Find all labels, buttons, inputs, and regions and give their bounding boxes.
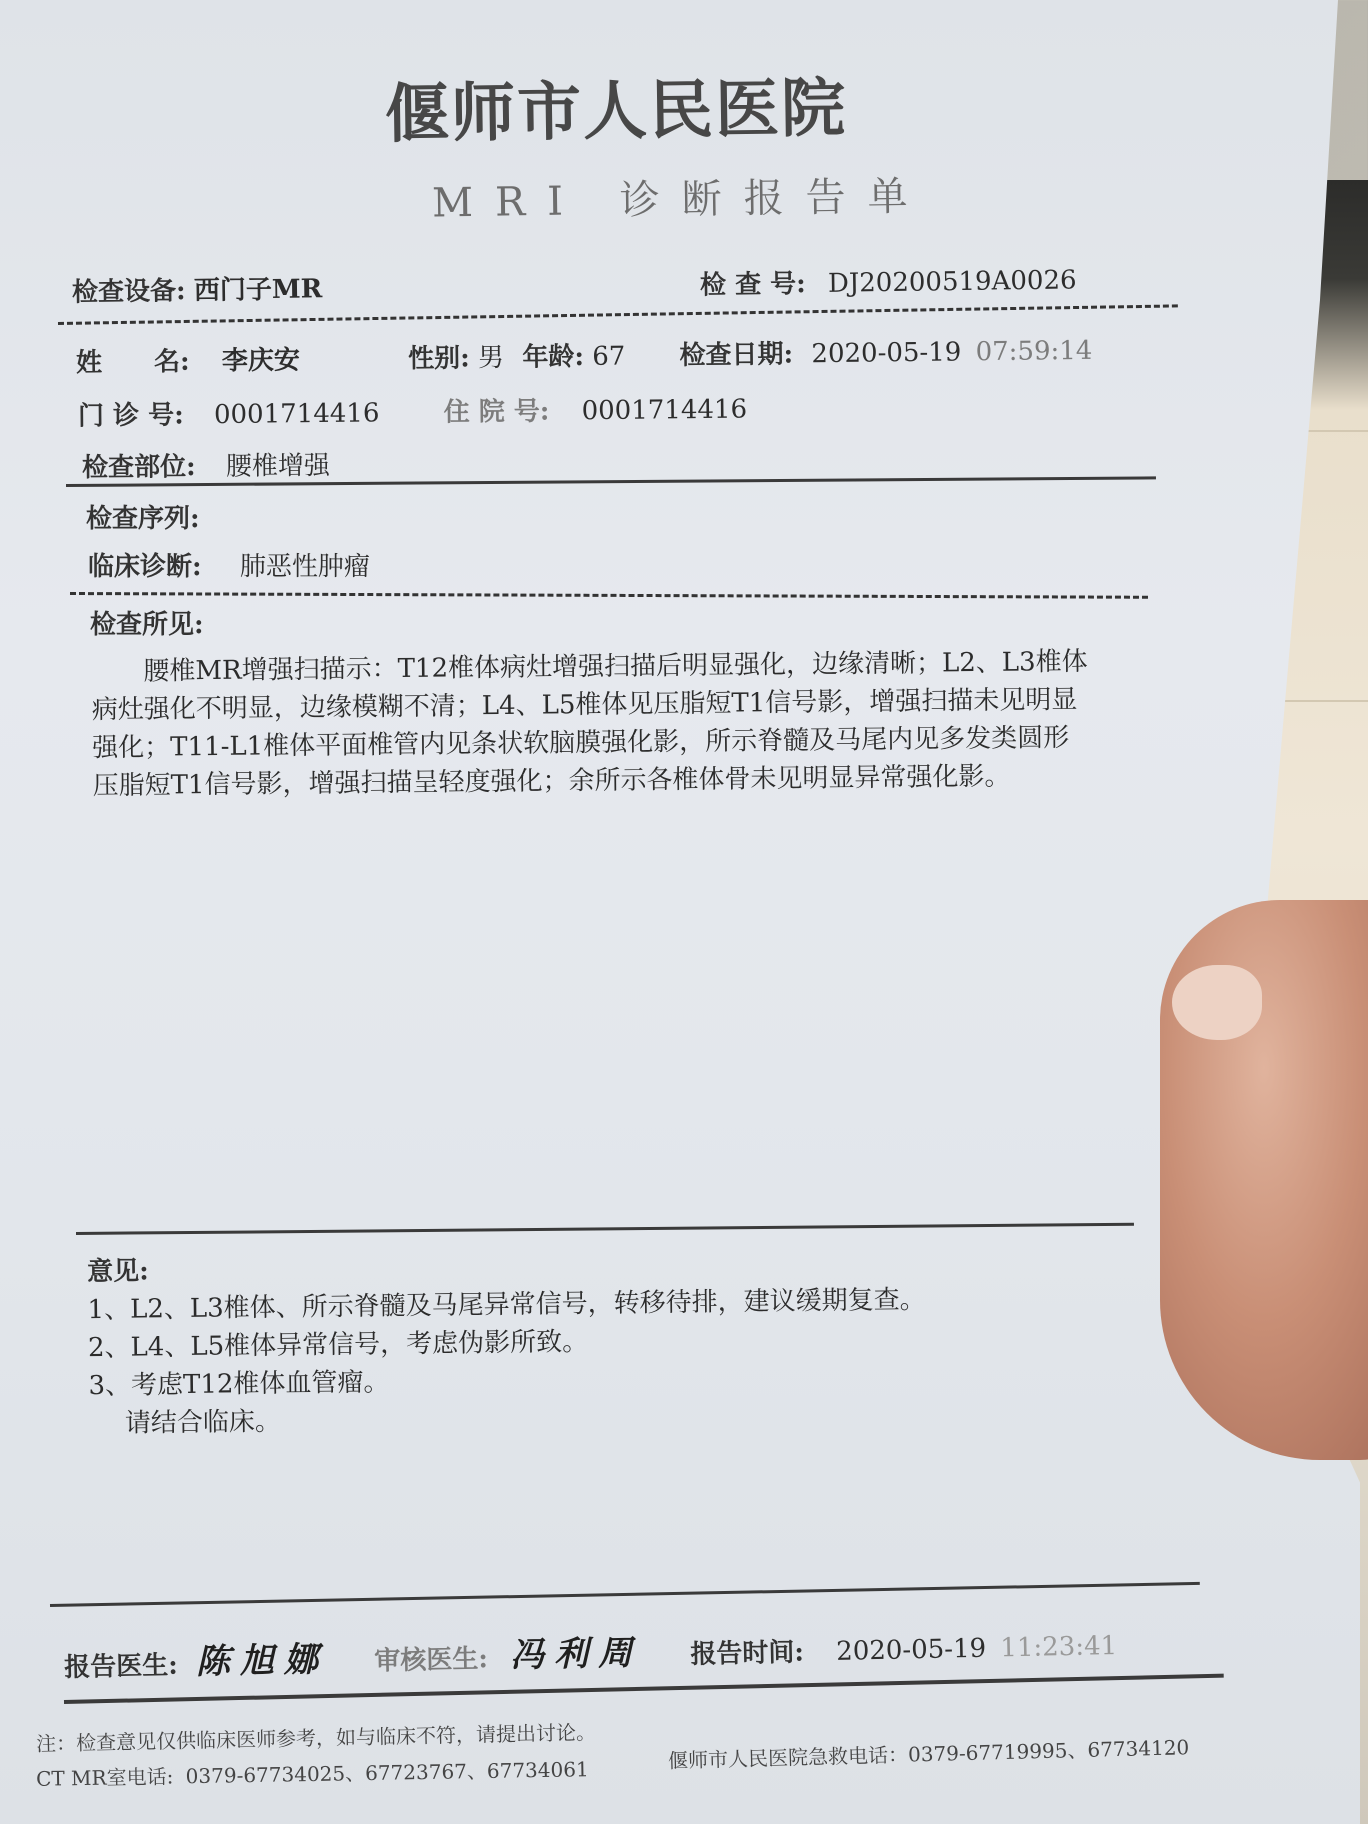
- opinion-item: 2、L4、L5椎体异常信号，考虑伪影所致。: [87, 1327, 589, 1364]
- patient-row: [76, 330, 1093, 379]
- reporter-signature: 陈旭娜: [195, 1639, 329, 1683]
- report-time-label: 报告时间:: [690, 1637, 805, 1670]
- sex-label: 性别:: [408, 343, 470, 375]
- device-label: 检查设备:: [71, 276, 186, 308]
- age-value: 67: [592, 341, 626, 372]
- report-date: 2020-05-19: [835, 1633, 987, 1667]
- phone-label: CT MR室电话:: [35, 1764, 174, 1791]
- reviewer-label: 审核医生:: [374, 1644, 489, 1677]
- opinion-section: [87, 1243, 927, 1443]
- sequence-label: 检查序列:: [86, 504, 200, 534]
- findings-text: 腰椎MR增强扫描示：T12椎体病灶增强扫描后明显强化，边缘清晰；L2、L3椎体病灶强化不明显，边缘模糊不清；L4、L5椎体见压脂短T1信号影，增强扫描未见明显强化；T11-L1椎体平面椎管内见条状软脑膜强化影，所示脊髓及马尾内见多发类圆形压脂短T1信号影，增强扫描呈轻度强化；余所示各椎体骨未见明显异常强化影。: [91, 646, 1088, 802]
- exam-date-label: 检查日期:: [679, 339, 794, 371]
- findings-label: 检查所见:: [90, 610, 204, 640]
- footer-phone-row: [36, 1753, 589, 1792]
- phone-numbers: 0379-67734025、67723767、67734061: [185, 1757, 589, 1789]
- opinion-item: 1、L2、L3椎体、所示脊髓及马尾异常信号，转移待排，建议缓期复查。: [87, 1284, 926, 1326]
- hospital-name: 偃师市人民医院: [384, 70, 848, 153]
- inpatient-label: 住 院 号:: [443, 396, 550, 428]
- reviewer-signature: 冯利周: [509, 1632, 643, 1676]
- outpatient-value: 0001714416: [213, 398, 380, 431]
- exam-time-value: 07:59:14: [975, 335, 1093, 368]
- body-part-label: 检查部位:: [81, 452, 196, 484]
- exam-no-label: 检 查 号:: [699, 269, 806, 301]
- divider: [70, 592, 1148, 599]
- diagnosis-value: 肺恶性肿瘤: [239, 552, 370, 582]
- opinion-item: 请结合临床。: [124, 1406, 282, 1439]
- footer-note: 注：检查意见仅供临床医师参考，如与临床不符，请提出讨论。: [35, 1720, 597, 1756]
- exam-no-value: DJ20200519A0026: [827, 265, 1077, 299]
- outpatient-label: 门 诊 号:: [77, 400, 184, 432]
- exam-date-value: 2020-05-19: [811, 337, 962, 370]
- body-part-row: [82, 445, 330, 484]
- diagnosis-row: [88, 546, 370, 583]
- report-title: MRI 诊断报告单: [431, 173, 930, 227]
- number-row: [78, 388, 747, 432]
- reporter-label: 报告医生:: [63, 1650, 179, 1684]
- divider: [76, 1223, 1134, 1235]
- sex-value: 男: [477, 342, 505, 374]
- body-part-value: 腰椎增强: [225, 450, 331, 482]
- opinion-item: 3、考虑T12椎体血管瘤。: [88, 1367, 390, 1402]
- name-value: 李庆安: [221, 345, 301, 377]
- divider: [58, 304, 1178, 325]
- divider: [50, 1582, 1200, 1607]
- device-value: 西门子MR: [193, 274, 323, 307]
- age-label: 年龄:: [522, 342, 585, 373]
- report-clock: 11:23:41: [1000, 1630, 1118, 1664]
- diagnosis-label: 临床诊断:: [88, 552, 202, 582]
- name-label: 姓 名:: [75, 346, 190, 379]
- device-row: [72, 268, 323, 308]
- exam-no-row: [700, 259, 1077, 301]
- signoff-row: [64, 1615, 1118, 1686]
- findings-label-row: [90, 604, 204, 641]
- emergency-phone: 偃师市人民医院急救电话：0379-67719995、67734120: [667, 1735, 1190, 1773]
- opinion-label: 意见:: [86, 1256, 149, 1288]
- sequence-row: [86, 498, 200, 535]
- inpatient-value: 0001714416: [581, 394, 748, 427]
